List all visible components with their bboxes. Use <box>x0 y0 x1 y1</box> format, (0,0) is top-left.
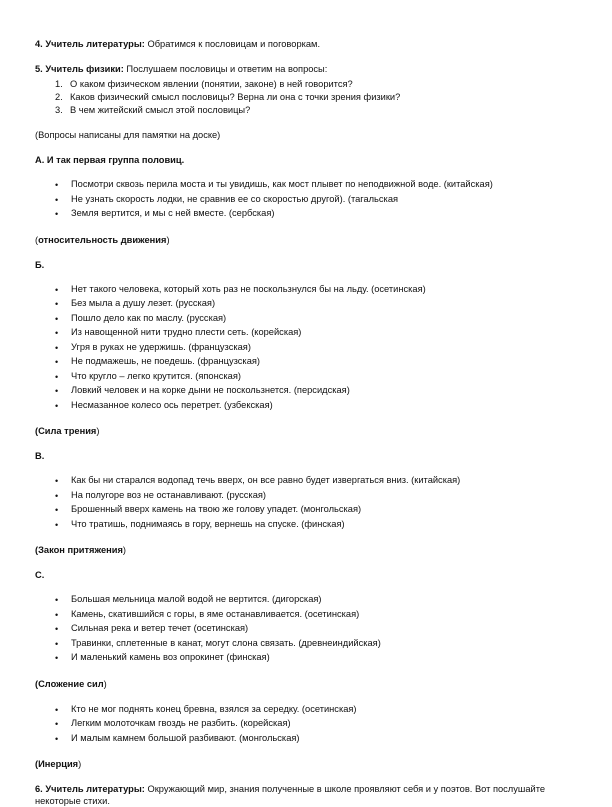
list-item: • И маленький камень воз опрокинет (финская) <box>55 652 270 663</box>
list-item: • Ловкий человек и на корке дыни не поскользнется. (персидская) <box>55 385 350 396</box>
group-v-answer: (Закон притяжения) <box>35 545 126 555</box>
list-item: • Несмазанное колесо ось перетрет. (узбекская) <box>55 399 273 411</box>
paragraph-5 <box>35 63 580 75</box>
list-item: • Сильная река и ветер течет (осетинская) <box>55 623 249 634</box>
questions-list <box>35 78 580 117</box>
list-item: • Из навощенной нити трудно плести сеть. (корейская) <box>55 327 302 338</box>
group-v-heading: В. <box>35 451 45 461</box>
group-v-list <box>35 474 580 532</box>
paragraph-text: Послушаем пословицы и ответим на вопросы: <box>123 64 328 74</box>
list-item: • Посмотри сквозь перила моста и ты увидишь, как мост плывет по неподвижной воде. (китайская) <box>55 179 493 190</box>
group-a-answer: (относительность движения) <box>35 234 170 245</box>
group-s-heading: С. <box>35 570 45 580</box>
list-item: • Большая мельница малой водой не вертится. (дигорская) <box>55 594 322 605</box>
group-last-answer: (Инерция) <box>35 759 82 769</box>
list-item: • Брошенный вверх камень на твою же голову упадет. (монгольская) <box>55 504 362 515</box>
list-item: • Не подмажешь, не поедешь. (французская) <box>55 356 261 367</box>
group-b-answer: (Сила трения) <box>35 426 100 436</box>
paragraph-6 <box>35 783 580 807</box>
list-item: • Земля вертится, и мы с ней вместе. (сербская) <box>55 208 275 219</box>
speaker-label: 4. Учитель литературы: <box>35 39 145 49</box>
group-b-heading: Б. <box>35 259 45 270</box>
group-a-heading: А. И так первая группа половиц. <box>35 155 185 165</box>
list-item: • И малым камнем большой разбивают. (монгольская) <box>55 732 300 744</box>
list-item: • Не узнать скорость лодки, не сравнив ее со скоростью другой). (тагальская <box>55 193 399 205</box>
list-item: • Угря в руках не удержишь. (французская) <box>55 341 251 353</box>
list-item: • Кто не мог поднять конец бревна, взялся за середку. (осетинская) <box>55 703 357 715</box>
list-item: • Что тратишь, поднимаясь в гору, вернешь на спуске. (финская) <box>55 518 345 530</box>
list-item: • Нет такого человека, который хоть раз не поскользнулся бы на льду. (осетинская) <box>55 283 426 295</box>
list-item: • На полугоре воз не останавливают. (русская) <box>55 489 266 501</box>
speaker-label: 5. Учитель физики: <box>35 64 124 74</box>
group-s-answer: (Сложение сил) <box>35 678 107 689</box>
question-item: 2. Каков физический смысл пословицы? Верна ли она с точки зрения физики? <box>55 92 401 102</box>
list-item: • Пошло дело как по маслу. (русская) <box>55 312 227 324</box>
group-last-list <box>35 703 580 747</box>
group-s-list <box>35 593 580 666</box>
document-page <box>35 38 580 807</box>
speaker-label: 6. Учитель литературы: <box>35 784 145 794</box>
paragraph-text: Окружающий мир, знания полученные в школе проявляют себя и у поэтов. Вот послушайте некоторые стихи. <box>35 784 546 806</box>
list-item: • Легким молоточкам гвоздь не разбить. (корейская) <box>55 718 291 729</box>
list-item: • Камень, скатившийся с горы, в яме останавливается. (осетинская) <box>55 608 360 620</box>
board-note: (Вопросы написаны для памятки на доске) <box>35 130 221 140</box>
list-item: • Травинки, сплетенные в канат, могут слона связать. (древнеиндийская) <box>55 637 381 649</box>
group-b-list <box>35 283 580 414</box>
group-a-list <box>35 178 580 222</box>
paragraph-text: Обратимся к пословицам и поговоркам. <box>144 39 321 49</box>
question-item: 1. О каком физическом явлении (понятии, законе) в ней говорится? <box>55 79 353 89</box>
paragraph-4 <box>35 38 580 50</box>
list-item: • Что кругло – легко крутится. (японская) <box>55 370 241 382</box>
question-item: 3. В чем житейский смысл этой пословицы? <box>55 105 251 115</box>
list-item: • Без мыла а душу лезет. (русская) <box>55 298 216 309</box>
list-item: • Как бы ни старался водопад течь вверх, он все равно будет извергаться вниз. (китайская) <box>55 475 461 486</box>
